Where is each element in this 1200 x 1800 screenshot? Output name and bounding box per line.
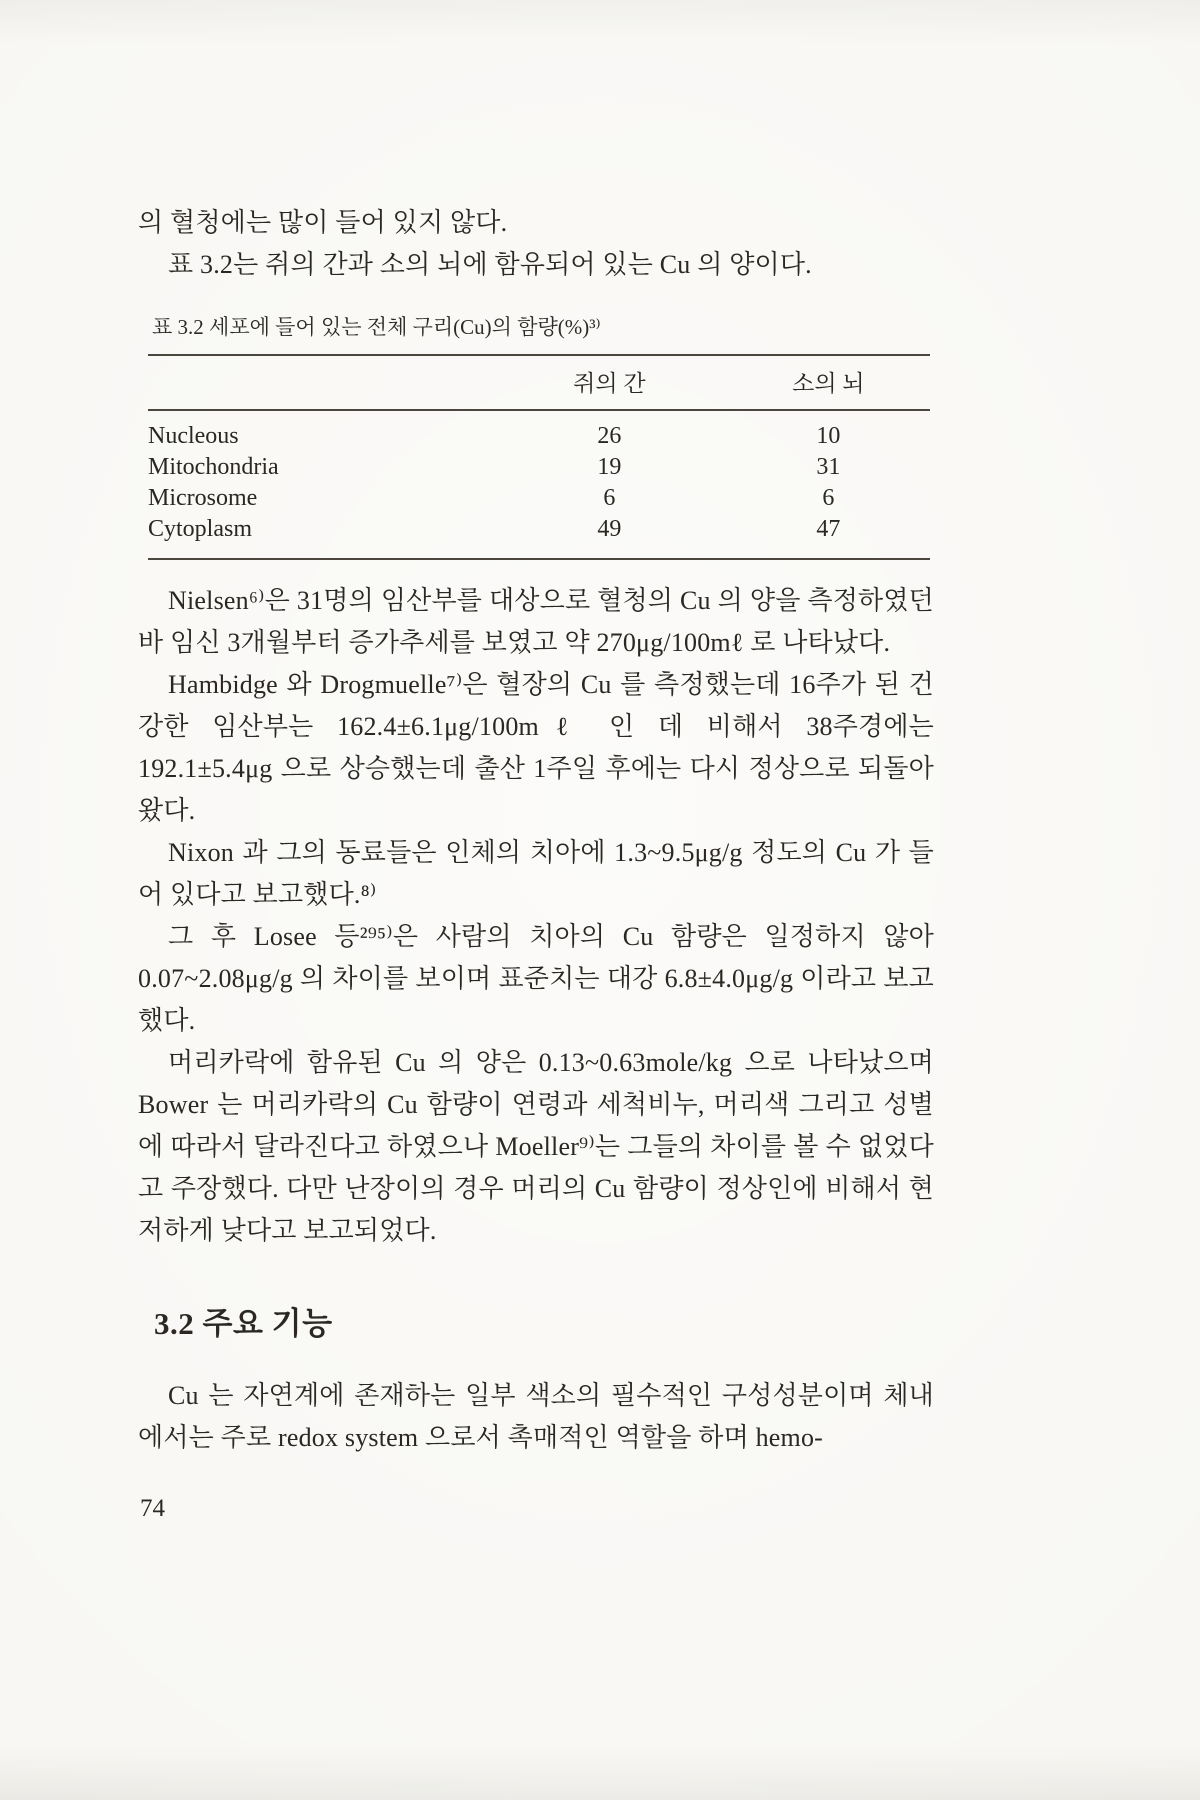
table-cell-rat-liver: 6: [603, 485, 616, 511]
table-cell-ox-brain: 31: [816, 454, 841, 480]
table-header-empty: [148, 355, 492, 410]
table-cell-label: Microsome: [148, 485, 258, 511]
table-caption: 표 3.2 세포에 들어 있는 전체 구리(Cu)의 함량(%)³⁾: [152, 315, 601, 339]
table-cell-label: Nucleous: [148, 423, 239, 449]
table-cell-ox-brain: 10: [816, 423, 841, 449]
table-cell-rat-liver: 26: [597, 423, 622, 449]
closing-paragraph: Cu 는 자연계에 존재하는 일부 색소의 필수적인 구성성분이며 체내에서는 주로 redox system 으로서 촉매적인 역할을 하며 hemo-: [138, 1381, 934, 1452]
table-header-rat-liver: 쥐의 간: [573, 371, 646, 396]
section-heading: 3.2 주요 기능: [154, 1306, 333, 1341]
table-cell-label: Cytoplasm: [148, 516, 253, 542]
table-header-row: [148, 355, 930, 410]
intro-line-2: 표 3.2는 쥐의 간과 소의 뇌에 함유되어 있는 Cu 의 양이다.: [168, 250, 812, 279]
body-paragraph: Hambidge 와 Drogmuelle⁷⁾은 혈장의 Cu 를 측정했는데 16주가 된 건강한 임산부는 162.4±6.1μg/100mℓ 인 데 비해서 38주경에는 192.1±5.4μg 으로 상승했는데 출산 1주일 후에는 다시 정상으로 되돌아왔다.: [138, 670, 934, 825]
page-content: [138, 202, 934, 1523]
table-cell-ox-brain: 47: [816, 516, 841, 542]
body-paragraphs: [138, 580, 934, 1252]
page-number: 74: [140, 1495, 165, 1522]
body-paragraph: 머리카락에 함유된 Cu 의 양은 0.13~0.63mole/kg 으로 나타났으며 Bower 는 머리카락의 Cu 함량이 연령과 세척비누, 머리색 그리고 성별에 따라서 달라진다고 하였으나 Moeller⁹⁾는 그들의 차이를 볼 수 없었다고 주장했다. 다만 난장이의 경우 머리의 Cu 함량이 정상인에 비해서 현저하게 낮다고 보고되었다.: [138, 1048, 934, 1245]
body-paragraph: Nixon 과 그의 동료들은 인체의 치아에 1.3~9.5μg/g 정도의 Cu 가 들어 있다고 보고했다.⁸⁾: [138, 838, 934, 909]
table-row: [148, 483, 930, 514]
table-row: [148, 514, 930, 559]
table-cell-rat-liver: 49: [597, 516, 622, 542]
table-cell-ox-brain: 6: [822, 485, 835, 511]
table-header-ox-brain: 소의 뇌: [792, 371, 865, 396]
table-row: [148, 410, 930, 452]
table-cell-label: Mitochondria: [148, 454, 279, 480]
cu-content-table: [148, 354, 930, 560]
table-cell-rat-liver: 19: [597, 454, 622, 480]
body-paragraph: Nielsen⁶⁾은 31명의 임산부를 대상으로 혈청의 Cu 의 양을 측정하였던 바 임신 3개월부터 증가추세를 보였고 약 270μg/100mℓ 로 나타났다.: [138, 586, 934, 657]
intro-line-1: 의 혈청에는 많이 들어 있지 않다.: [138, 208, 508, 237]
table-row: [148, 452, 930, 483]
body-paragraph: 그 후 Losee 등²⁹⁵⁾은 사람의 치아의 Cu 함량은 일정하지 않아 0.07~2.08μg/g 의 차이를 보이며 표준치는 대강 6.8±4.0μg/g 이라고 보고했다.: [138, 922, 934, 1035]
